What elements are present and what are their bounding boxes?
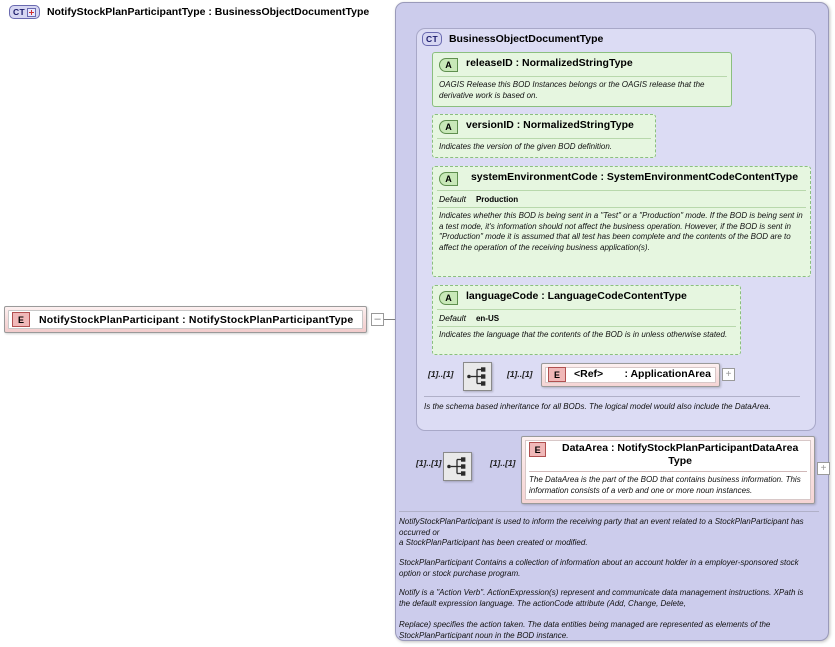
outer-doc-paragraph-1: NotifyStockPlanParticipant is used to inform the receiving party that an event related to a StockPlanParticipant has occurred or <box>399 517 804 538</box>
applicationarea-expand-toggle[interactable]: + <box>722 368 735 381</box>
sequence-icon[interactable] <box>463 362 492 391</box>
outer-doc-paragraph-4: Notify is a "Action Verb". ActionExpression(s) represent and communicate data management instructions. XPath is the default expression language. The actionCode attribute (Add, Change, Delete, <box>399 588 804 609</box>
plus-icon[interactable] <box>27 8 36 17</box>
inner-doc-rule <box>424 396 800 397</box>
attribute-name-releaseid: releaseID : NormalizedStringType <box>466 57 633 69</box>
attribute-box-systemenvironmentcode[interactable] <box>432 166 811 277</box>
occurrence-dataarea-left: [1]..[1] <box>416 458 442 468</box>
inner-doc-text: Is the schema based inheritance for all BODs. The logical model would also include the DataArea. <box>424 402 771 411</box>
outer-doc-paragraph-2: a StockPlanParticipant has been created or modified. <box>399 538 588 547</box>
attribute-header <box>433 167 810 190</box>
complex-type-badge-icon <box>9 5 40 19</box>
outer-doc-rule <box>399 511 819 512</box>
root-element-label: NotifyStockPlanParticipant : NotifyStockPlanParticipantType <box>39 313 354 326</box>
sequence-icon[interactable] <box>443 452 472 481</box>
attribute-box-versionid[interactable] <box>432 114 656 158</box>
complex-type-inner-header <box>422 32 603 46</box>
complex-type-inner-label: BusinessObjectDocumentType <box>448 33 604 45</box>
attribute-default-row <box>433 310 740 326</box>
attribute-badge-icon: A <box>439 291 458 305</box>
occurrence-apparea-left: [1]..[1] <box>428 369 454 379</box>
attribute-doc-releaseid: OAGIS Release this BOD Instances belongs or the OAGIS release that the derivative work is based on. <box>439 80 705 100</box>
attribute-header <box>433 115 655 138</box>
attribute-default-value: en-US <box>475 314 500 323</box>
attribute-header <box>433 286 740 309</box>
complex-type-inner-badge-icon: CT <box>422 32 442 46</box>
dataarea-expand-toggle[interactable]: + <box>817 462 830 475</box>
element-badge-icon: E <box>12 312 30 327</box>
occurrence-dataarea-right: [1]..[1] <box>490 458 516 468</box>
attribute-box-releaseid[interactable] <box>432 52 732 107</box>
dataarea-title: DataArea : NotifyStockPlanParticipantDataArea Type <box>561 442 799 467</box>
attribute-doc-versionid: Indicates the version of the given BOD definition. <box>439 142 612 151</box>
attribute-doc-systemenvironmentcode: Indicates whether this BOD is being sent in a "Test" or a "Production" mode. If the BOD is being sent in a test mode, it's information should not affect the business operation. However, if the BOD is sent in "Production" mode it is assumed that all test has been complete and the contents of the BOD are to affect the operation of the receiving business application(s). <box>439 211 803 252</box>
attribute-default-row <box>433 191 810 207</box>
attribute-default-label: Default <box>439 194 466 204</box>
attribute-default-label: Default <box>439 313 466 323</box>
complex-type-outer-label: NotifyStockPlanParticipantType : BusinessObjectDocumentType <box>46 6 370 18</box>
element-badge-icon: E <box>548 367 566 382</box>
ref-type-applicationarea: : ApplicationArea <box>624 368 711 381</box>
dataarea-header <box>522 437 814 470</box>
attribute-header <box>433 53 731 76</box>
attribute-name-systemenvironmentcode: systemEnvironmentCode : SystemEnvironmentCodeContentType <box>470 171 799 183</box>
occurrence-appref-right: [1]..[1] <box>507 369 533 379</box>
attribute-box-languagecode[interactable] <box>432 285 741 355</box>
outer-doc-paragraph-5: Replace) specifies the action taken. The data entities being managed are represented as elements of the StockPlanParticipant noun in the BOD instance. <box>399 620 771 641</box>
attribute-doc-languagecode: Indicates the language that the contents of the BOD is in unless otherwise stated. <box>439 330 728 339</box>
ct-badge-text: CT <box>13 7 25 17</box>
attribute-badge-icon: A <box>439 58 458 72</box>
attribute-default-value: Production <box>475 195 519 204</box>
attribute-badge-icon: A <box>439 172 458 186</box>
ref-header <box>542 364 719 384</box>
ref-label-applicationarea: <Ref> <box>574 368 604 381</box>
root-element-box[interactable] <box>4 306 367 333</box>
root-element-collapse-toggle[interactable]: – <box>371 313 384 326</box>
attribute-badge-icon: A <box>439 120 458 134</box>
element-box-dataarea[interactable] <box>521 436 815 504</box>
complex-type-outer-header <box>9 5 369 19</box>
element-ref-applicationarea[interactable] <box>541 363 720 387</box>
dataarea-doc: The DataArea is the part of the BOD that contains business information. This information consists of a verb and one or more noun instances. <box>529 475 801 495</box>
outer-doc-paragraph-3: StockPlanParticipant Contains a collection of information about an account holder in a employer-sponsored stock option or stock purchase program. <box>399 558 799 579</box>
attribute-name-languagecode: languageCode : LanguageCodeContentType <box>466 290 687 302</box>
element-badge-icon: E <box>529 442 546 457</box>
attribute-name-versionid: versionID : NormalizedStringType <box>466 119 634 131</box>
